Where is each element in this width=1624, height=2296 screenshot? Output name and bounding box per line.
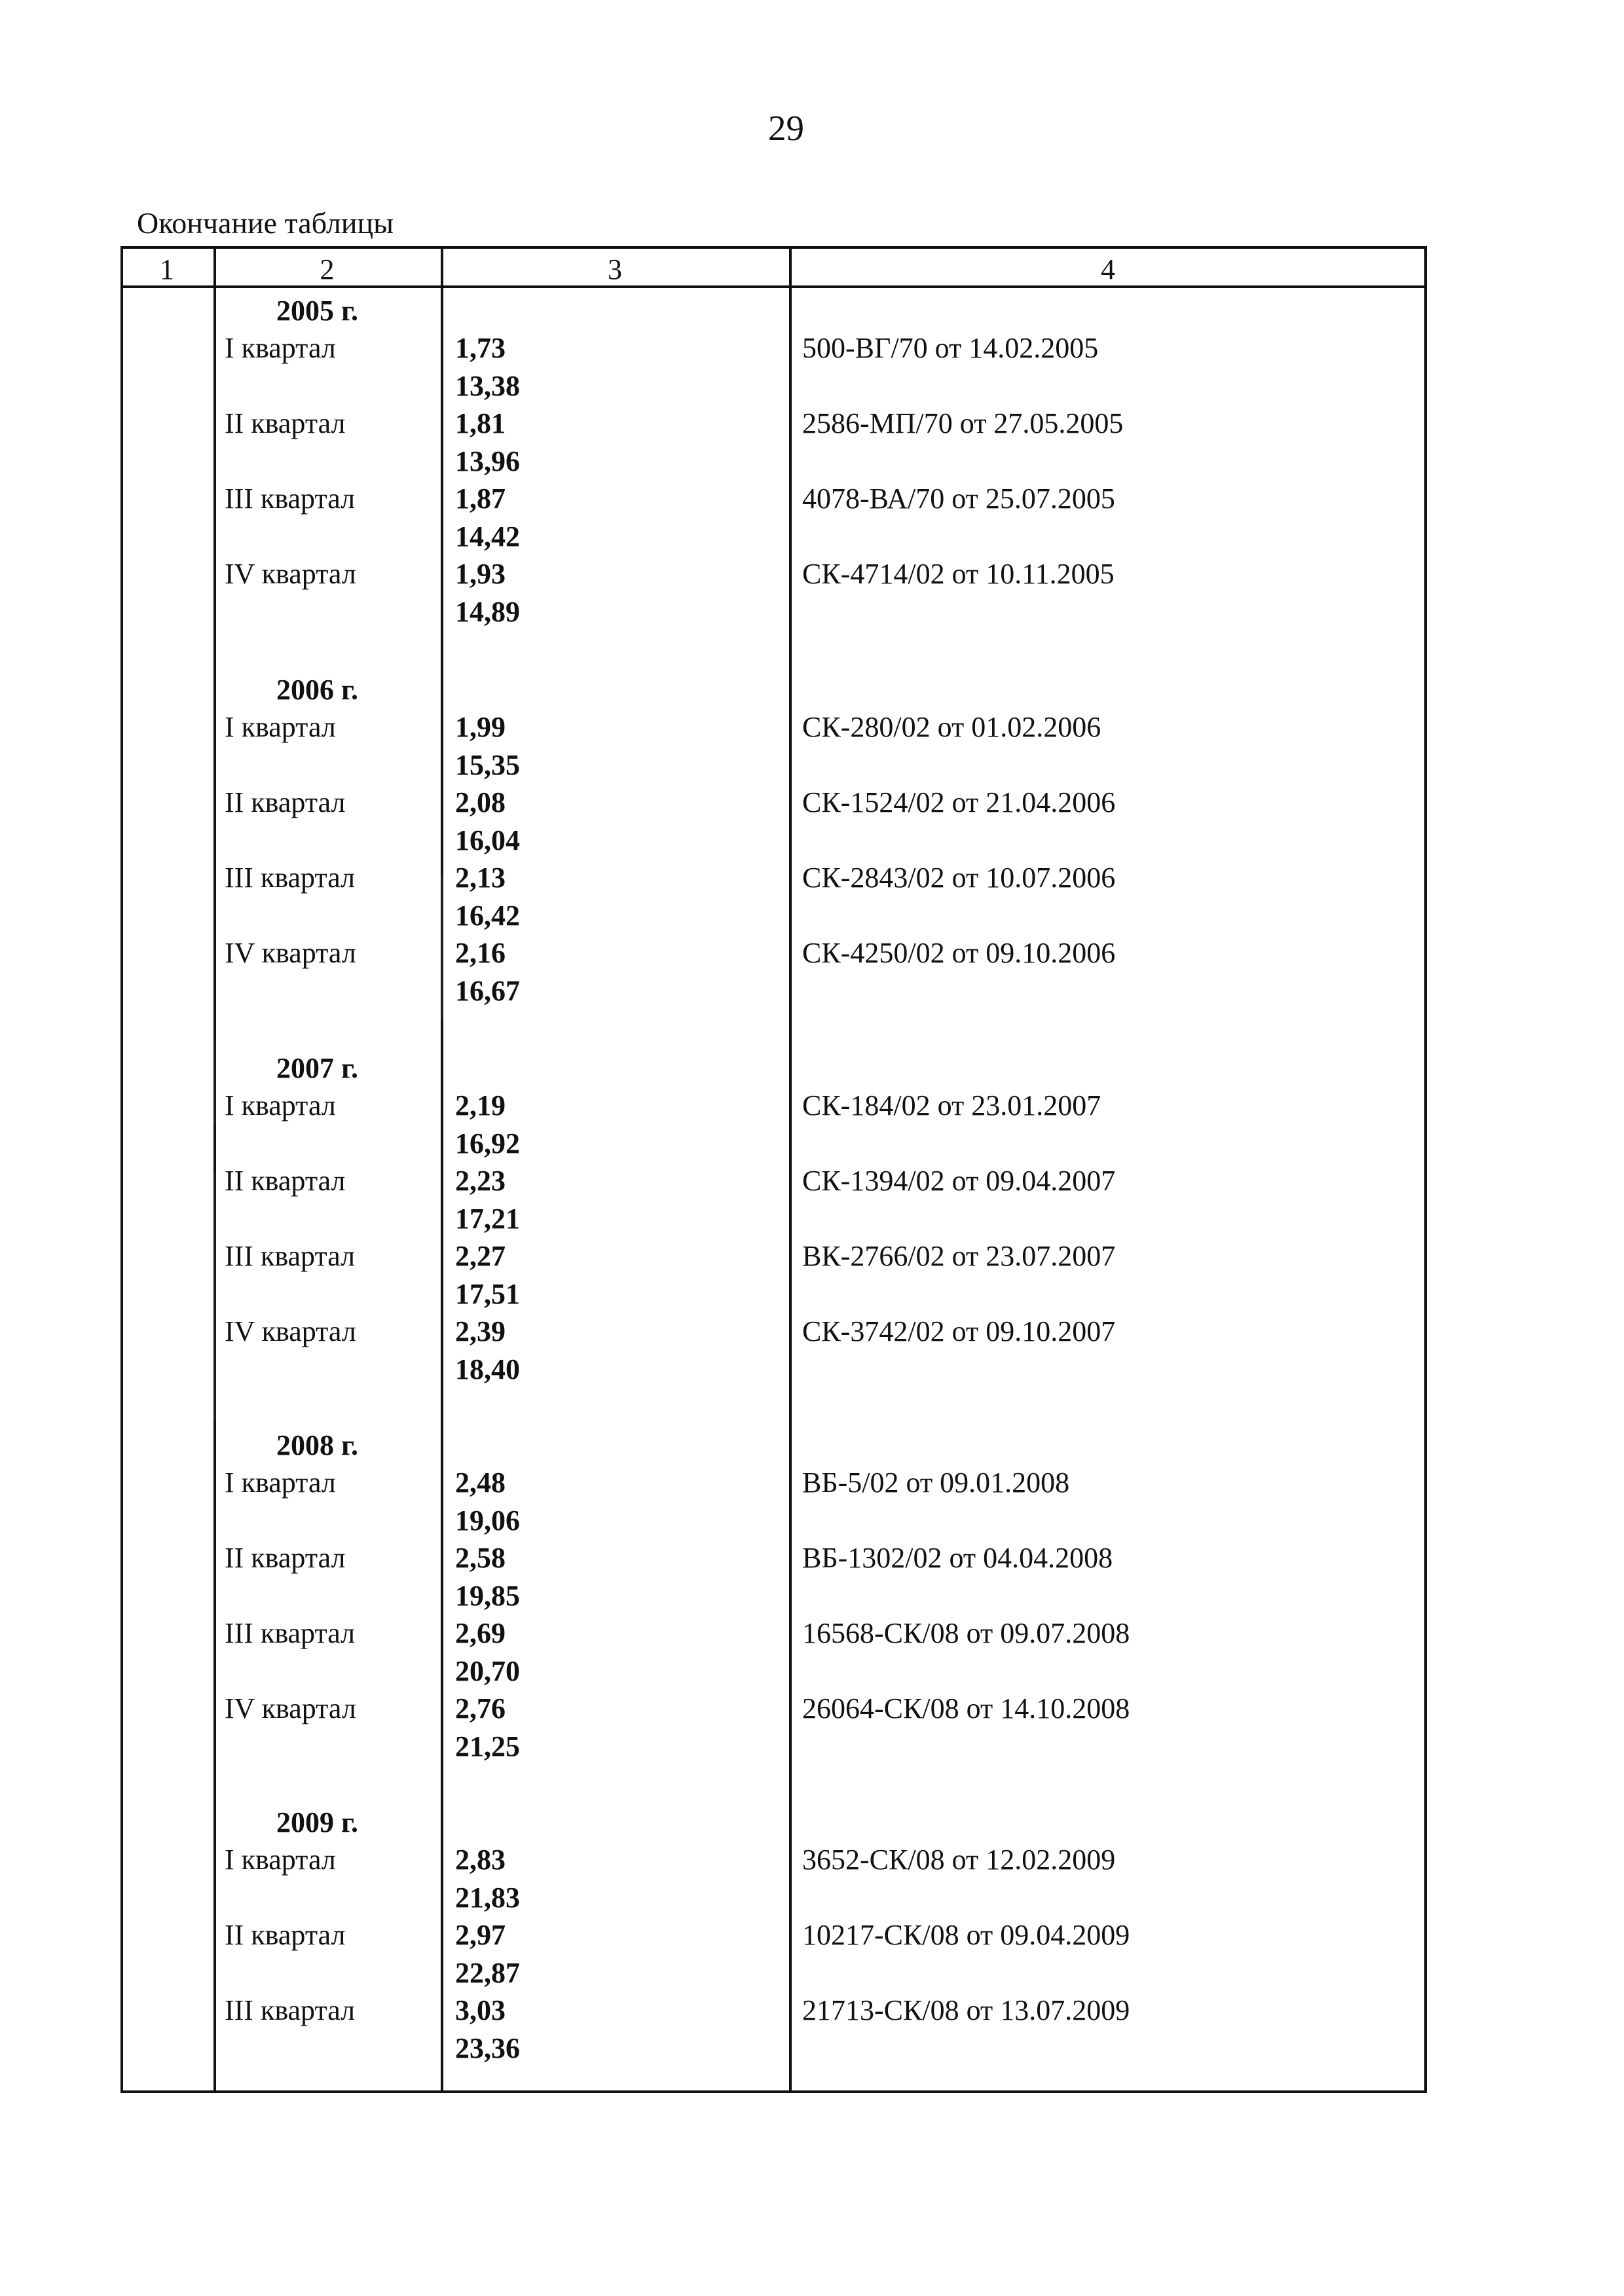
index-value: 15,35 [455, 748, 520, 781]
quarter-label: IV квартал [225, 1692, 356, 1724]
index-value: 21,25 [455, 1730, 520, 1762]
index-value: 23,36 [455, 2032, 520, 2064]
index-value: 14,89 [455, 595, 520, 628]
rate-value: 1,73 [455, 332, 506, 364]
index-value: 13,96 [455, 445, 520, 477]
index-value: 20,70 [455, 1654, 520, 1687]
index-value: 21,83 [455, 1881, 520, 1914]
quarter-label: III квартал [225, 483, 356, 515]
rate-value: 1,81 [455, 407, 506, 439]
document-reference: 16568-СК/08 от 09.07.2008 [802, 1617, 1130, 1649]
table-header-divider [120, 285, 1427, 288]
rate-value: 1,99 [455, 711, 506, 743]
document-reference: 500-ВГ/70 от 14.02.2005 [802, 332, 1099, 364]
document-reference: СК-3742/02 от 09.10.2007 [802, 1315, 1116, 1347]
index-value: 16,67 [455, 974, 520, 1007]
quarter-label: I квартал [225, 1089, 336, 1121]
document-reference: 21713-СК/08 от 13.07.2009 [802, 1994, 1130, 2026]
document-reference: 10217-СК/08 от 09.04.2009 [802, 1919, 1130, 1951]
document-reference: СК-1524/02 от 21.04.2006 [802, 786, 1116, 818]
year-label: 2006 г. [276, 674, 359, 706]
year-label: 2009 г. [276, 1806, 359, 1838]
rate-value: 2,58 [455, 1542, 506, 1574]
rate-value: 2,23 [455, 1165, 506, 1197]
quarter-label: IV квартал [225, 937, 356, 969]
rate-value: 3,03 [455, 1994, 506, 2026]
rate-value: 2,76 [455, 1692, 506, 1724]
quarter-label: II квартал [225, 1919, 346, 1951]
document-reference: СК-4714/02 от 10.11.2005 [802, 558, 1115, 590]
rate-value: 1,93 [455, 558, 506, 590]
column-header-2: 2 [320, 253, 335, 285]
quarter-label: II квартал [225, 1542, 346, 1574]
column-header-3: 3 [608, 253, 622, 285]
index-value: 13,38 [455, 369, 520, 402]
year-label: 2005 г. [276, 295, 359, 327]
table-column-divider [789, 246, 792, 2093]
rate-value: 2,83 [455, 1844, 506, 1876]
document-reference: СК-4250/02 от 09.10.2006 [802, 937, 1116, 969]
page-number: 29 [768, 108, 804, 148]
quarter-label: I квартал [225, 1467, 336, 1499]
rate-value: 2,08 [455, 786, 506, 818]
quarter-label: II квартал [225, 786, 346, 818]
rate-value: 2,27 [455, 1240, 506, 1272]
rate-value: 1,87 [455, 483, 506, 515]
table-column-divider [441, 246, 443, 2093]
quarter-label: II квартал [225, 1165, 346, 1197]
document-reference: СК-2843/02 от 10.07.2006 [802, 862, 1116, 894]
column-header-1: 1 [160, 253, 174, 285]
column-header-4: 4 [1101, 253, 1115, 285]
quarter-label: IV квартал [225, 558, 356, 590]
rate-value: 2,48 [455, 1467, 506, 1499]
rate-value: 2,39 [455, 1315, 506, 1347]
document-reference: СК-184/02 от 23.01.2007 [802, 1089, 1101, 1121]
scan-mark [213, 1172, 215, 1421]
document-reference: ВБ-5/02 от 09.01.2008 [802, 1467, 1070, 1499]
index-value: 17,51 [455, 1277, 520, 1310]
document-reference: ВК-2766/02 от 23.07.2007 [802, 1240, 1116, 1272]
year-label: 2008 г. [276, 1429, 359, 1461]
rate-value: 2,19 [455, 1089, 506, 1121]
quarter-label: II квартал [225, 407, 346, 439]
document-reference: 4078-ВА/70 от 25.07.2005 [802, 483, 1115, 515]
scan-mark [213, 1040, 215, 1125]
quarter-label: I квартал [225, 332, 336, 364]
quarter-label: I квартал [225, 1844, 336, 1876]
document-reference: 3652-СК/08 от 12.02.2009 [802, 1844, 1116, 1876]
rate-value: 2,69 [455, 1617, 506, 1649]
index-value: 16,92 [455, 1127, 520, 1159]
document-reference: 26064-СК/08 от 14.10.2008 [802, 1692, 1130, 1724]
document-reference: ВБ-1302/02 от 04.04.2008 [802, 1542, 1113, 1574]
quarter-label: I квартал [225, 711, 336, 743]
quarter-label: III квартал [225, 1617, 356, 1649]
year-label: 2007 г. [276, 1052, 359, 1084]
document-reference: СК-1394/02 от 09.04.2007 [802, 1165, 1116, 1197]
index-value: 22,87 [455, 1956, 520, 1989]
rate-value: 2,13 [455, 862, 506, 894]
index-value: 14,42 [455, 520, 520, 553]
document-reference: 2586-МП/70 от 27.05.2005 [802, 407, 1124, 439]
table-column-divider [213, 246, 216, 2093]
quarter-label: III квартал [225, 1994, 356, 2026]
document-reference: СК-280/02 от 01.02.2006 [802, 711, 1101, 743]
quarter-label: IV квартал [225, 1315, 356, 1347]
index-value: 17,21 [455, 1202, 520, 1235]
table-caption: Окончание таблицы [137, 206, 394, 240]
index-value: 19,85 [455, 1579, 520, 1612]
index-value: 16,42 [455, 899, 520, 932]
index-value: 16,04 [455, 824, 520, 856]
quarter-label: III квартал [225, 1240, 356, 1272]
scan-mark [441, 874, 443, 1018]
rate-value: 2,16 [455, 937, 506, 969]
rate-value: 2,97 [455, 1919, 506, 1951]
index-value: 18,40 [455, 1353, 520, 1385]
quarter-label: III квартал [225, 862, 356, 894]
index-value: 19,06 [455, 1504, 520, 1537]
